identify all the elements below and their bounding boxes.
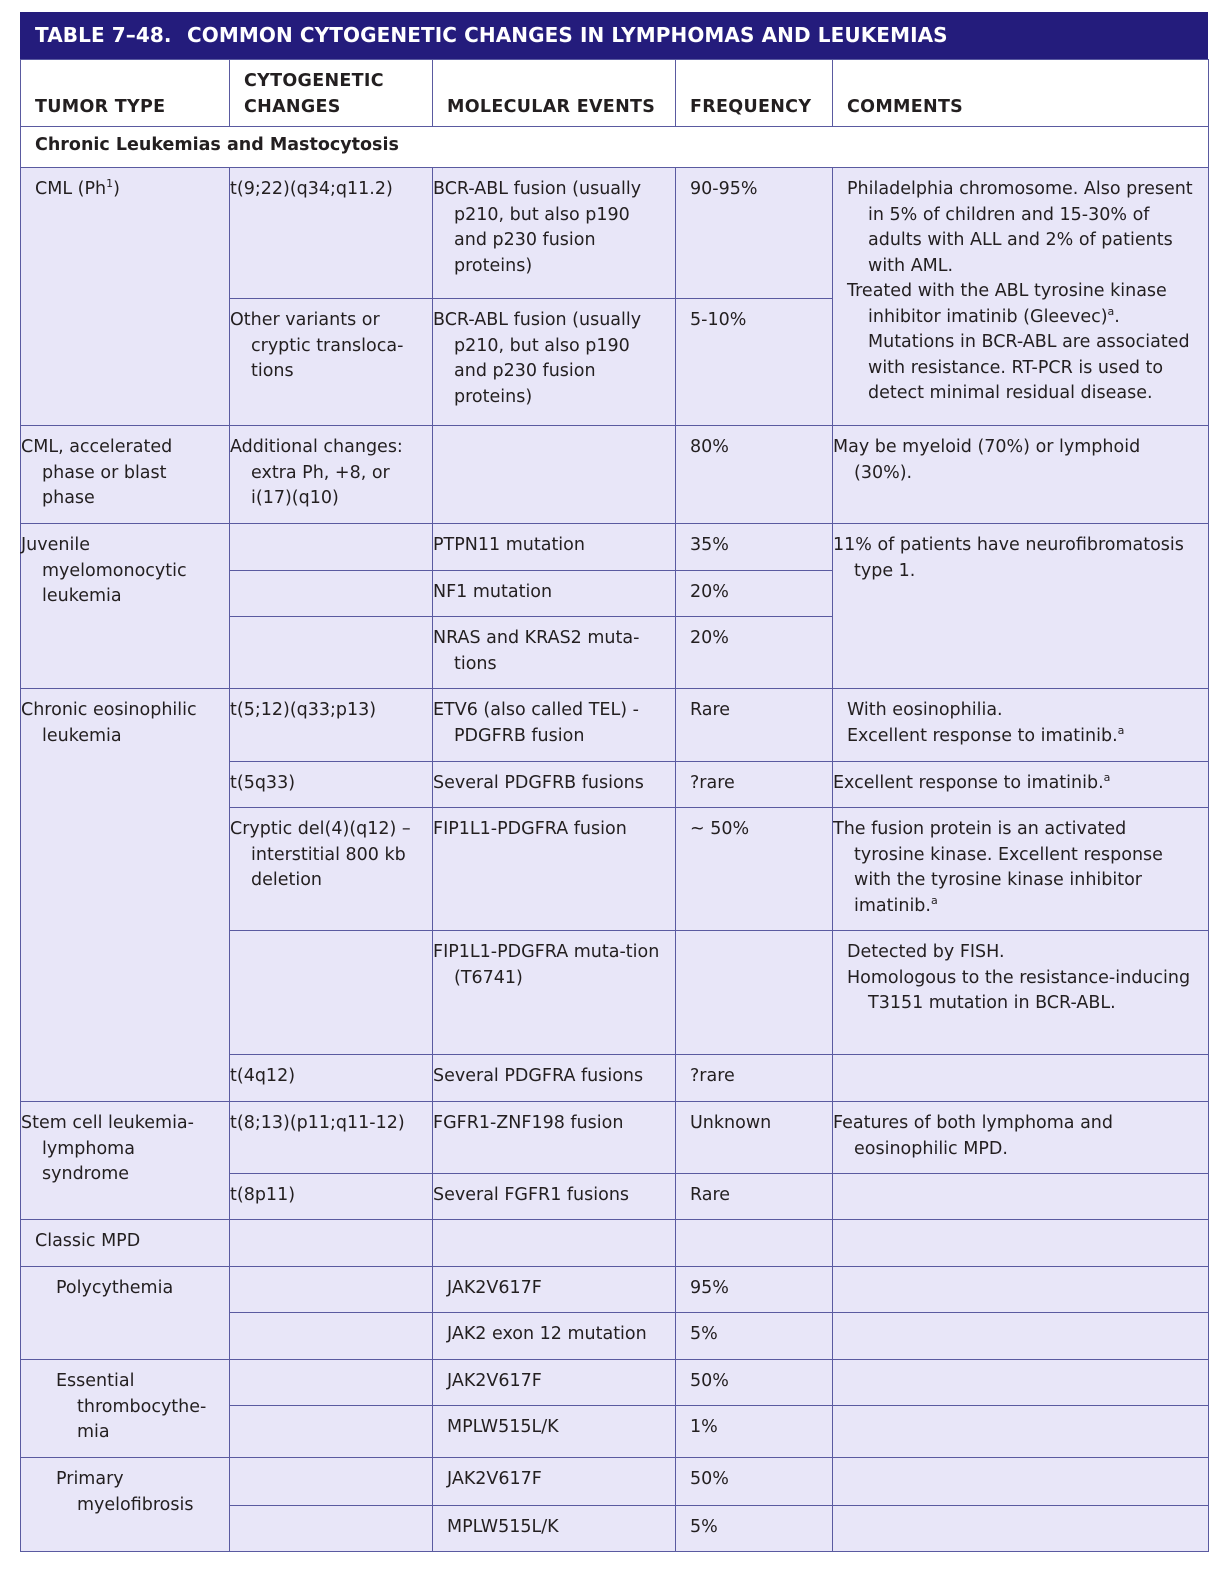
mol-cell: FIP1L1-PDGFRA fusion xyxy=(433,808,676,931)
mol-cell: PTPN11 mutation xyxy=(433,524,676,571)
mol-cell: BCR-ABL fusion (usually p210, but also p190 and p230 fusion proteins) xyxy=(433,299,676,426)
mol-cell: ETV6 (also called TEL) - PDGFRB fusion xyxy=(433,689,676,762)
cyto-cell xyxy=(230,931,433,1055)
comment-cell: Detected by FISH. Homologous to the resistance-inducing T3151 mutation in BCR-ABL. xyxy=(833,931,1209,1055)
table-number: TABLE 7–48. xyxy=(35,23,172,47)
table-title-bar xyxy=(20,12,1208,59)
tumor-cell: Stem cell leukemia-lymphoma syndrome xyxy=(21,1102,230,1220)
empty-cell xyxy=(833,1267,1209,1313)
cyto-cell: t(4q12) xyxy=(230,1055,433,1102)
mol-cell: MPLW515L/K xyxy=(433,1506,676,1552)
freq-cell: 5% xyxy=(676,1313,833,1360)
empty-cell xyxy=(230,1458,433,1506)
mol-cell: FIP1L1-PDGFRA muta-tion (T6741) xyxy=(433,931,676,1055)
mol-cell: JAK2 exon 12 mutation xyxy=(433,1313,676,1360)
empty-cell xyxy=(230,1267,433,1313)
mol-cell: Several PDGFRB fusions xyxy=(433,762,676,808)
comment-cell: With eosinophilia. Excellent response to imatinib.$^a$ xyxy=(833,689,1209,762)
cyto-cell xyxy=(230,571,433,617)
freq-cell: Rare xyxy=(676,1174,833,1220)
comment-cell: Excellent response to imatinib.$^a$ xyxy=(833,762,1209,808)
freq-cell: 5-10% xyxy=(676,299,833,426)
cyto-cell: t(9;22)(q34;q11.2) xyxy=(230,168,433,299)
section-title: Chronic Leukemias and Mastocytosis xyxy=(21,127,1209,168)
freq-cell: 35% xyxy=(676,524,833,571)
table-row xyxy=(21,1458,1209,1506)
mol-cell: Several PDGFRA fusions xyxy=(433,1055,676,1102)
freq-cell: 5% xyxy=(676,1506,833,1552)
section-row xyxy=(21,127,1209,168)
mol-cell xyxy=(433,426,676,524)
cyto-cell: t(8;13)(p11;q11-12) xyxy=(230,1102,433,1174)
header-frequency: FREQUENCY xyxy=(676,60,833,127)
empty-cell xyxy=(833,1506,1209,1552)
mol-cell: JAK2V617F xyxy=(433,1267,676,1313)
table-row xyxy=(21,1220,1209,1267)
freq-cell: Rare xyxy=(676,689,833,762)
empty-cell xyxy=(230,1360,433,1406)
tumor-cell: CML, accelerated phase or blast phase xyxy=(21,426,230,524)
table-row xyxy=(21,1267,1209,1313)
tumor-cell: Primary myelofibrosis xyxy=(21,1458,230,1552)
empty-cell xyxy=(230,1406,433,1458)
cyto-cell: Other variants or cryptic transloca-tions xyxy=(230,299,433,426)
tumor-cell: Juvenile myelomonocytic leukemia xyxy=(21,524,230,689)
table-row xyxy=(21,1102,1209,1174)
empty-cell xyxy=(833,1313,1209,1360)
tumor-cell: Polycythemia xyxy=(21,1267,230,1360)
cyto-cell: t(5;12)(q33;p13) xyxy=(230,689,433,762)
empty-cell xyxy=(833,1458,1209,1506)
comment-cell: Features of both lymphoma and eosinophilic MPD. xyxy=(833,1102,1209,1174)
table-row xyxy=(21,524,1209,571)
cyto-cell xyxy=(230,617,433,689)
empty-cell xyxy=(833,1406,1209,1458)
comment-cell: May be myeloid (70%) or lymphoid (30%). xyxy=(833,426,1209,524)
header-tumor-type: TUMOR TYPE xyxy=(21,60,230,127)
table-page xyxy=(20,12,1208,1552)
cytogenetics-table xyxy=(20,59,1209,1552)
freq-cell: Unknown xyxy=(676,1102,833,1174)
freq-cell: 1% xyxy=(676,1406,833,1458)
header-comments: COMMENTS xyxy=(833,60,1209,127)
mol-cell: BCR-ABL fusion (usually p210, but also p190 and p230 fusion proteins) xyxy=(433,168,676,299)
freq-cell: 20% xyxy=(676,617,833,689)
table-row xyxy=(21,168,1209,299)
mol-cell: FGFR1-ZNF198 fusion xyxy=(433,1102,676,1174)
freq-cell: 20% xyxy=(676,571,833,617)
mol-cell: JAK2V617F xyxy=(433,1458,676,1506)
comment-cell: Philadelphia chromosome. Also present in 5% of children and 15-30% of adults with ALL and 2% of patients with AML. Treated with the ABL tyrosine kinase inhibitor imatinib (Gleevec)$^a$. Mutations in BCR-ABL are associated with resistance. RT-PCR is used to detect minimal residual disease. xyxy=(833,168,1209,426)
cyto-cell xyxy=(230,524,433,571)
mol-cell: NF1 mutation xyxy=(433,571,676,617)
freq-cell xyxy=(676,931,833,1055)
empty-cell xyxy=(676,1220,833,1267)
cyto-cell: Additional changes: extra Ph, +8, or i(17)(q10) xyxy=(230,426,433,524)
freq-cell: 80% xyxy=(676,426,833,524)
empty-cell xyxy=(833,1220,1209,1267)
freq-cell: 90-95% xyxy=(676,168,833,299)
freq-cell: 50% xyxy=(676,1458,833,1506)
comment-cell: The fusion protein is an activated tyrosine kinase. Excellent response with the tyrosine kinase inhibitor imatinib.$^a$ xyxy=(833,808,1209,931)
mol-cell: MPLW515L/K xyxy=(433,1406,676,1458)
mol-cell: NRAS and KRAS2 muta-tions xyxy=(433,617,676,689)
freq-cell: 95% xyxy=(676,1267,833,1313)
freq-cell: ?rare xyxy=(676,1055,833,1102)
header-molecular-events: MOLECULAR EVENTS xyxy=(433,60,676,127)
table-title: COMMON CYTOGENETIC CHANGES IN LYMPHOMAS AND LEUKEMIAS xyxy=(187,23,948,47)
empty-cell xyxy=(230,1506,433,1552)
tumor-cell: Essential thrombocythe-mia xyxy=(21,1360,230,1458)
freq-cell: ~ 50% xyxy=(676,808,833,931)
cyto-cell: t(5q33) xyxy=(230,762,433,808)
empty-cell xyxy=(230,1313,433,1360)
cyto-cell: Cryptic del(4)(q12) – interstitial 800 kb deletion xyxy=(230,808,433,931)
empty-cell xyxy=(433,1220,676,1267)
empty-cell xyxy=(833,1360,1209,1406)
table-row xyxy=(21,426,1209,524)
comment-cell: 11% of patients have neurofibromatosis type 1. xyxy=(833,524,1209,689)
cyto-cell: t(8p11) xyxy=(230,1174,433,1220)
comment-cell xyxy=(833,1174,1209,1220)
mol-cell: Several FGFR1 fusions xyxy=(433,1174,676,1220)
comment-cell xyxy=(833,1055,1209,1102)
mol-cell: JAK2V617F xyxy=(433,1360,676,1406)
freq-cell: ?rare xyxy=(676,762,833,808)
tumor-cell: Chronic eosinophilic leukemia xyxy=(21,689,230,1102)
tumor-cell: Classic MPD xyxy=(21,1220,230,1267)
empty-cell xyxy=(230,1220,433,1267)
header-cytogenetic-changes: CYTOGENETIC CHANGES xyxy=(230,60,433,127)
header-row xyxy=(21,60,1209,127)
table-row xyxy=(21,689,1209,762)
freq-cell: 50% xyxy=(676,1360,833,1406)
tumor-cell: CML (Ph$^1$) xyxy=(21,168,230,426)
table-row xyxy=(21,1360,1209,1406)
